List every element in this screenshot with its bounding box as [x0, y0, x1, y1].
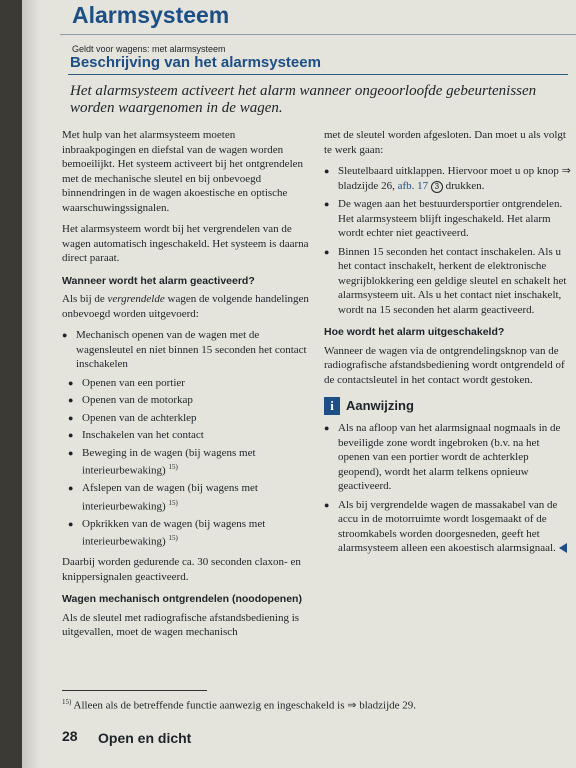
list-item: ● Openen van de achterklep — [62, 411, 310, 426]
note-title: Aanwijzing — [346, 397, 414, 413]
continuation-paragraph: met de sleutel worden afgesloten. Dan moet u als volgt te werk gaan: — [324, 129, 566, 156]
chapter-title: Alarmsysteem — [72, 2, 230, 28]
list-item: ● Als na afloop van het alarmsignaal nogmaals in de beveiligde zone wordt ingebroken (b.v. na het openen van een portier wordt de achterklep geopend), wordt het alarm telkens opnieuw geactiveerd. — [324, 421, 572, 494]
end-marker-icon — [559, 543, 567, 553]
page-number: 28 — [62, 728, 78, 744]
heading-mechanical-unlock: Wagen mechanisch ontgrendelen (noodopenen) — [62, 593, 302, 606]
note-list — [324, 421, 572, 556]
figure-link[interactable]: afb. 17 — [397, 179, 429, 192]
signal-paragraph: Daarbij worden gedurende ca. 30 seconden claxon- en knippersignalen geactiveerd. — [62, 556, 301, 583]
footnote-mark: 15) — [168, 463, 178, 471]
activation-paragraph: Het alarmsysteem wordt bij het vergrendelen van de wagen automatisch ingeschakeld. Het systeem is daarna direct paraat. — [62, 223, 309, 264]
list-item: ● Afslepen van de wagen (bij wagens met interieurbewaking) $^{15)}$ — [62, 481, 310, 514]
list-item: ● Mechanisch openen van de wagen met de wagensleutel en niet binnen 15 seconden het contact inschakelen — [62, 328, 310, 372]
heading-how-disabled: Hoe wordt het alarm uitgeschakeld? — [324, 326, 505, 338]
footnote-mark: 15) — [168, 498, 178, 507]
heading-when-activated: Wanneer wordt het alarm geactiveerd? — [62, 274, 255, 287]
manual-page — [22, 0, 576, 768]
intro-paragraph: Met hulp van het alarmsysteem moeten inbraakpogingen en diefstal van de wagen worden bemoeilijkt. Het systeem activeert bij het ontgrendelen met de mechanische sleutel en bij onbevoegd binnendringen in de wagen akoestische en optische waarschuwingssignalen. — [62, 129, 304, 214]
list-item: ● Beweging in de wagen (bij wagens met interieurbewaking) $^{15)}$ — [62, 446, 310, 479]
list-item: ● Opkrikken van de wagen (bij wagens met interieurbewaking) $^{15)}$ — [62, 517, 310, 550]
note-header — [324, 397, 572, 415]
footnote-rule — [62, 690, 207, 691]
mechanical-paragraph: Als de sleutel met radiografische afstandsbediening is uitgevallen, moet de wagen mechanisch — [62, 611, 300, 639]
list-item: ● Openen van een portier — [62, 376, 310, 391]
list-item: ● De wagen aan het bestuurdersportier ontgrendelen. Het alarmsysteem blijft ingeschakeld. Het alarm wordt echter niet geactiveerd. — [324, 197, 572, 241]
top-rule — [60, 34, 576, 35]
footnote: $^{15)}$ Alleen als de betreffende functie aanwezig en ingeschakeld is ⇒ bladzijde 29. — [62, 698, 417, 712]
trigger-list — [62, 328, 310, 549]
list-item: ● Als bij vergrendelde wagen de massakabel van de accu in de motorruimte wordt losgemaakt of de stroomkabels worden doorgesneden, geeft het alarmsysteem alleen een akoestisch alarmsignaal. — [324, 498, 572, 556]
section-rule — [68, 74, 568, 75]
page-section: Open en dicht — [98, 730, 192, 746]
info-icon: i — [324, 397, 340, 415]
lead-paragraph: Het alarmsysteem activeert het alarm wanneer ongeoorloofde gebeurtenissen worden waargenomen in de wagen. — [70, 83, 537, 116]
steps-list — [324, 164, 572, 317]
left-column — [62, 128, 310, 647]
callout-number: 3 — [431, 181, 443, 193]
list-item: ● Inschakelen van het contact — [62, 428, 310, 443]
section-title: Beschrijving van het alarmsysteem — [70, 54, 321, 71]
list-item: ● Sleutelbaard uitklappen. Hiervoor moet u op knop ⇒ bladzijde 26, afb. 17 3 drukken. — [324, 164, 572, 193]
footnote-mark: 15) — [168, 534, 178, 543]
list-item: ● Openen van de motorkap — [62, 393, 310, 408]
disable-paragraph: Wanneer de wagen via de ontgrendelingsknop van de radiografische afstandsbediening wordt ontgrendeld of de contactsleutel in het contact wordt gestoken. — [324, 344, 565, 386]
arrow-icon: ⇒ — [561, 165, 571, 177]
right-column — [324, 128, 572, 562]
conditions-intro: Als bij de vergrendelde wagen de volgende handelingen onbevoegd worden uitgevoerd: — [62, 293, 309, 320]
list-item: ● Binnen 15 seconden het contact inschakelen. Als u het contact inschakelt, herkent de elektronische wegrijblokkering een geldige sleutel en schakelt het alarmsysteem uit. Als u het contact niet inschakelt, wordt na 15 seconden het alarm geactiveerd. — [324, 245, 572, 318]
applicability-note: Geldt voor wagens: met alarmsysteem — [72, 44, 226, 54]
